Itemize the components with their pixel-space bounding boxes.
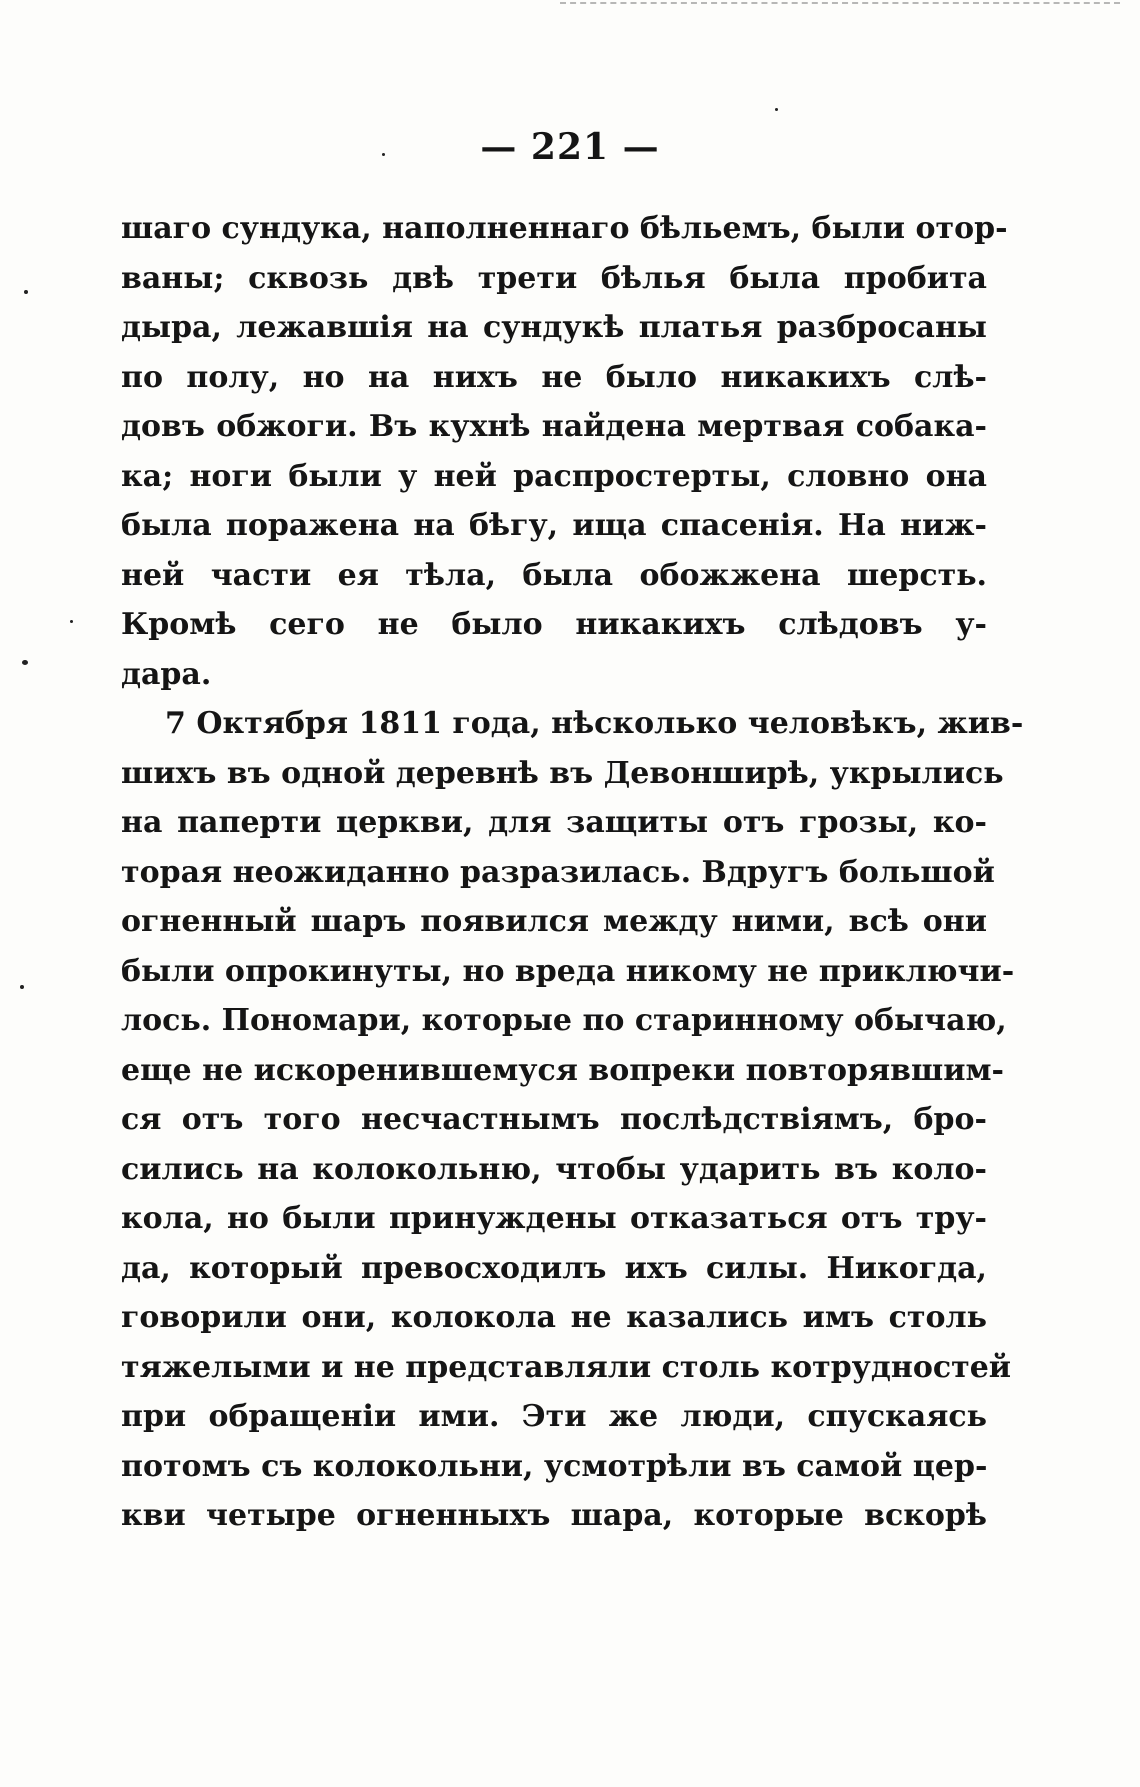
- text-line: шаго сундука, наполненнаго бѣльемъ, были отор-: [121, 211, 1008, 246]
- text-line: ся отъ того несчастнымъ послѣдствіямъ, бро-: [121, 1102, 987, 1137]
- scan-speck: [22, 660, 28, 665]
- text-line: да, который превосходилъ ихъ силы. Никогда,: [121, 1250, 987, 1286]
- text-line: тяжелыми и не представляли столь котрудностей: [121, 1349, 1012, 1385]
- body-text: [121, 204, 1024, 1541]
- text-line: огненный шаръ появился между ними, всѣ они: [121, 904, 987, 939]
- text-line: ваны; сквозь двѣ трети бѣлья была пробита: [121, 260, 987, 296]
- paragraph-2: [121, 699, 1024, 1541]
- text-line: еще не искоренившемуся вопреки повторявшим-: [121, 1052, 1004, 1088]
- text-line: ней части ея тѣла, была обожжена шерсть.: [121, 557, 987, 593]
- text-line: говорили они, колокола не казались имъ столь: [121, 1300, 987, 1335]
- text-line: на паперти церкви, для защиты отъ грозы, ко-: [121, 805, 987, 840]
- text-line: довъ обжоги. Въ кухнѣ найдена мертвая собака-: [121, 409, 987, 444]
- text-line: кви четыре огненныхъ шара, которые вскорѣ: [121, 1498, 987, 1533]
- scan-speck: [775, 108, 778, 111]
- text-line: по полу, но на нихъ не было никакихъ слѣ-: [121, 359, 987, 395]
- text-line: ка; ноги были у ней распростерты, словно она: [121, 458, 987, 494]
- scan-speck: [382, 153, 385, 156]
- scan-speck: [24, 290, 28, 294]
- text-line: торая неожиданно разразилась. Вдругъ большой: [121, 854, 995, 890]
- text-line: дыра, лежавшія на сундукѣ платья разбросаны: [121, 310, 987, 345]
- text-line: шихъ въ одной деревнѣ въ Девонширѣ, укрылись: [121, 755, 1004, 791]
- scan-speck: [20, 985, 24, 989]
- text-line: была поражена на бѣгу, ища спасенія. На ниж-: [121, 508, 987, 543]
- page-number: — 221 —: [480, 126, 660, 168]
- text-line: Кромѣ сего не было никакихъ слѣдовъ у-: [121, 607, 987, 642]
- scan-speck: [70, 620, 73, 623]
- text-line: кола, но были принуждены отказаться отъ тру-: [121, 1201, 987, 1236]
- text-line: 7 Октября 1811 года, нѣсколько человѣкъ, жив-: [165, 706, 1024, 741]
- text-line: дара.: [121, 656, 212, 692]
- text-line: были опрокинуты, но вреда никому не приключи-: [121, 953, 1015, 989]
- paragraph-1: [121, 204, 1008, 699]
- text-line: лось. Пономари, которые по старинному обычаю,: [121, 1003, 1007, 1038]
- text-line: при обращеніи ими. Эти же люди, спускаясь: [121, 1399, 987, 1434]
- text-line: сились на колокольню, чтобы ударить въ коло-: [121, 1151, 987, 1187]
- text-line: потомъ съ колокольни, усмотрѣли въ самой цер-: [121, 1448, 988, 1484]
- scan-edge-rule: [560, 2, 1120, 7]
